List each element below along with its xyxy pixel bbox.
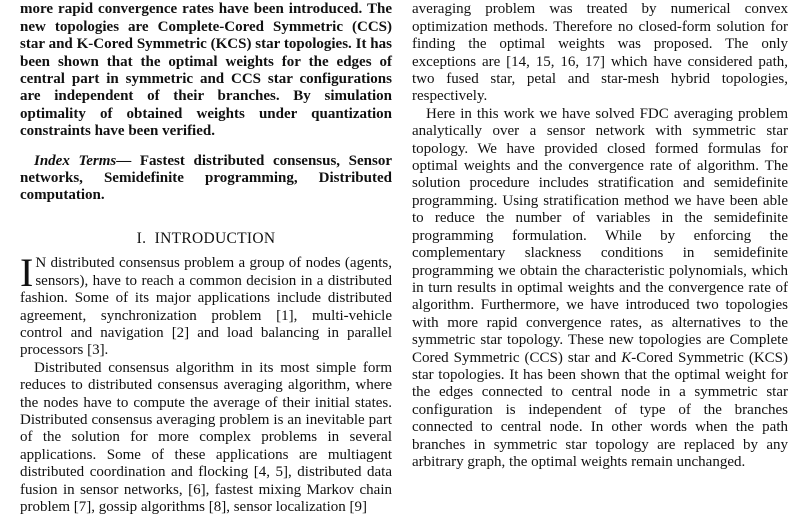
- intro-dropcap: I: [20, 250, 34, 296]
- contribution-text-1: Here in this work we have solved FDC averaging problem analytically over a sensor network with symmetric star topology. We have provided closed formed formulas for optimal weights and the convergence rate of algorithm. The solution procedure includes stratification and semidefinite programming. Using stratification method we have been able to reduce the number of variables in the semidefinite programming formulation. While by enforcing the complementary slackness conditions in semidefinite programming we obtain the characteristic polynomials, which in turn results in optimal weights and the convergence rate of algorithm. Furthermore, we have introduced two topologies with more rapid convergence rates, as alternatives to the symmetric star topology. These new topologies are Complete Cored Symmetric (CCS) star and: [412, 105, 788, 366]
- section-number: I.: [136, 229, 147, 247]
- contribution-paragraph: [412, 106, 788, 472]
- left-column: [20, 0, 392, 516]
- intro-paragraph-2: Distributed consensus algorithm in its most simple form reduces to distributed consensus averaging algorithm, where the nodes have to compute the average of their initial states. Distributed consensus averaging problem is an inevitable part of the solution for more complex problems in several applications. Some of these applications are multiagent distributed coordination and flocking [4, 5], distributed data fusion in sensor networks, [6], fastest mixing Markov chain problem [7], gossip algorithms [8], sensor localization [9]: [20, 359, 392, 515]
- abstract-text: more rapid convergence rates have been introduced. The new topologies are Complete-Cored Symmetric (CCS) star and K-Cored Symmetric (KCS) star topologies. It has been shown that the optimal weights for the edges of central part in symmetric and CCS star configurations are independent of their branches. By simulation optimality of obtained weights under quantization constraints have been verified.: [20, 1, 392, 140]
- contribution-text-2: -Cored Symmetric (KCS) star topologies. It has been shown that the optimal weight for the edges connected to central node in a symmetric star configuration is independent of type of the branches connected to central node. In other words when the path branches in symmetric star topology are replaced by any arbitrary graph, the optimal weights remain unchanged.: [412, 349, 788, 470]
- intro-paragraph-1-text: N distributed consensus problem a group of nodes (agents, sensors), have to reach a common decision in a distributed fashion. Some of its major applications include distributed agreement, synchronization problem [1], multi-vehicle control and navigation [2] and load balancing in parallel processors [3].: [20, 255, 392, 359]
- right-column: [412, 0, 788, 471]
- section-heading: [20, 230, 392, 247]
- index-terms-text: Fastest distributed consensus, Sensor networks, Semidefinite programming, Distributed computation.: [20, 152, 393, 204]
- previous-works-paragraph: averaging problem was treated by numerical convex optimization methods. Therefore no closed-form solution for finding the optimal weights was proposed. The only exceptions are [14, 15, 16, 17] which have considered path, two fused star, petal and star-mesh hybrid topologies, respectively.: [412, 1, 788, 105]
- section-title: INTRODUCTION: [154, 229, 276, 247]
- intro-paragraph-1: [20, 250, 392, 359]
- index-terms-label: Index Terms: [34, 152, 117, 169]
- k-symbol: K: [621, 349, 632, 366]
- index-terms-dash: —: [116, 152, 140, 169]
- index-terms: [20, 153, 392, 205]
